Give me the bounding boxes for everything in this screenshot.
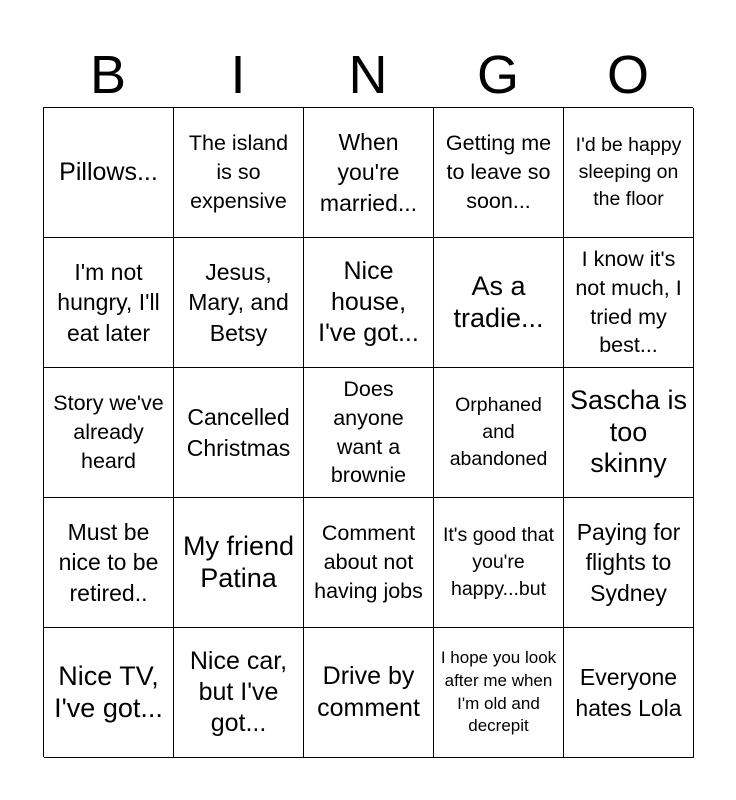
bingo-cell-r3-c1[interactable] bbox=[44, 368, 174, 498]
cell-text: Paying for flights to Sydney bbox=[576, 518, 681, 606]
bingo-cell-r2-c1[interactable] bbox=[44, 238, 174, 368]
bingo-cell-r4-c3[interactable] bbox=[304, 498, 434, 628]
cell-text: The island is so expensive bbox=[188, 131, 289, 213]
cell-text: I'm not hungry, I'll eat later bbox=[57, 258, 160, 346]
cell-text: Getting me to leave so soon... bbox=[445, 131, 552, 213]
cell-text: I know it's not much, I tried my best... bbox=[575, 246, 682, 358]
bingo-cell-r5-c1[interactable] bbox=[44, 628, 174, 758]
cell-text: It's good that you're happy...but bbox=[442, 524, 555, 600]
cell-text: Orphaned and abandoned bbox=[449, 394, 548, 470]
cell-text: I hope you look after me when I'm old and decrepit bbox=[440, 647, 557, 736]
bingo-cell-r5-c5[interactable] bbox=[564, 628, 694, 758]
bingo-cell-r2-c2[interactable] bbox=[174, 238, 304, 368]
cell-text: Comment about not having jobs bbox=[314, 521, 423, 603]
header-letter-g: G bbox=[476, 45, 519, 105]
cell-text: Drive by comment bbox=[317, 662, 420, 722]
cell-text: Pillows... bbox=[59, 157, 158, 186]
bingo-cell-r5-c3[interactable] bbox=[304, 628, 434, 758]
bingo-cell-r1-c4[interactable] bbox=[434, 108, 564, 238]
bingo-header bbox=[43, 42, 693, 108]
bingo-cell-r1-c1[interactable] bbox=[44, 108, 174, 238]
cell-text: Nice house, I've got... bbox=[318, 256, 419, 348]
bingo-grid bbox=[43, 107, 693, 757]
cell-text: Cancelled Christmas bbox=[186, 404, 291, 461]
cell-text: Story we've already heard bbox=[53, 391, 164, 473]
bingo-cell-r4-c4[interactable] bbox=[434, 498, 564, 628]
cell-text: Sascha is too skinny bbox=[569, 384, 688, 479]
bingo-cell-r1-c5[interactable] bbox=[564, 108, 694, 238]
bingo-cell-r1-c3[interactable] bbox=[304, 108, 434, 238]
cell-text: Nice TV, I've got... bbox=[54, 660, 163, 723]
bingo-cell-r3-c2[interactable] bbox=[174, 368, 304, 498]
header-letter-o: O bbox=[606, 45, 649, 105]
bingo-cell-r2-c5[interactable] bbox=[564, 238, 694, 368]
cell-text: Everyone hates Lola bbox=[575, 664, 682, 721]
cell-text: Nice car, but I've got... bbox=[189, 646, 288, 738]
bingo-cell-r5-c4[interactable] bbox=[434, 628, 564, 758]
bingo-cell-r3-c5[interactable] bbox=[564, 368, 694, 498]
bingo-cell-r5-c2[interactable] bbox=[174, 628, 304, 758]
bingo-cell-r4-c1[interactable] bbox=[44, 498, 174, 628]
bingo-cell-r1-c2[interactable] bbox=[174, 108, 304, 238]
bingo-cell-r4-c2[interactable] bbox=[174, 498, 304, 628]
header-letter-b: B bbox=[89, 45, 127, 105]
cell-text: When you're married... bbox=[319, 128, 418, 216]
cell-text: Jesus, Mary, and Betsy bbox=[188, 258, 289, 346]
cell-text: As a tradie... bbox=[453, 270, 544, 333]
bingo-cell-r4-c5[interactable] bbox=[564, 498, 694, 628]
header-letter-i: I bbox=[230, 45, 246, 105]
bingo-cell-r2-c4[interactable] bbox=[434, 238, 564, 368]
cell-text: My friend Patina bbox=[182, 530, 295, 593]
cell-text: I'd be happy sleeping on the floor bbox=[575, 134, 682, 210]
bingo-cell-r3-c3[interactable] bbox=[304, 368, 434, 498]
bingo-cell-r3-c4[interactable] bbox=[434, 368, 564, 498]
cell-text: Does anyone want a brownie bbox=[330, 376, 407, 488]
bingo-cell-r2-c3[interactable] bbox=[304, 238, 434, 368]
cell-text: Must be nice to be retired.. bbox=[58, 518, 159, 606]
header-letter-n: N bbox=[348, 45, 388, 105]
